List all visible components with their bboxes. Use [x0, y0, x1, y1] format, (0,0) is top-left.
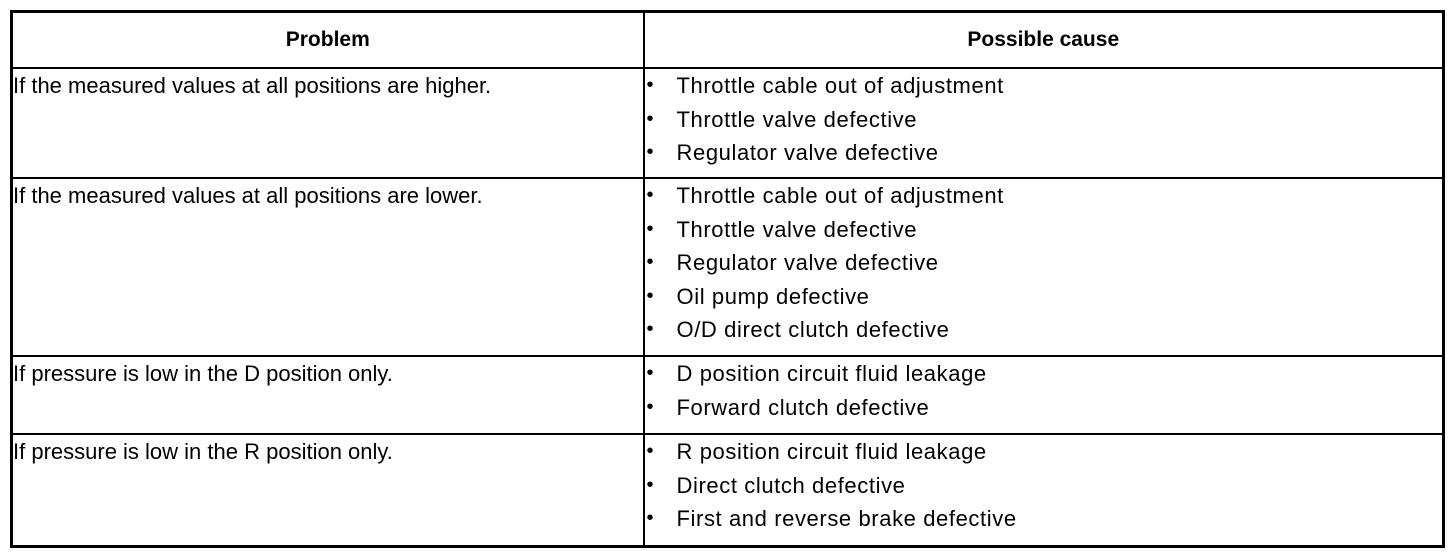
cause-text: Regulator valve defective [676, 250, 939, 275]
bullet-icon: • [646, 284, 655, 307]
cause-list [645, 435, 1443, 536]
problem-cell: If the measured values at all positions are lower. [12, 178, 644, 356]
bullet-icon: • [646, 362, 655, 384]
cause-cell [644, 356, 1444, 434]
cause-text: R position circuit fluid leakage [676, 439, 987, 464]
header-row [12, 12, 1444, 69]
list-item [645, 136, 1443, 170]
list-item [645, 391, 1443, 425]
list-item [645, 502, 1443, 536]
table-row [12, 434, 1444, 547]
cause-text: Throttle cable out of adjustment [676, 183, 1004, 208]
list-item [645, 179, 1443, 213]
cause-list [645, 179, 1443, 347]
cause-cell [644, 178, 1444, 356]
cause-text: Throttle valve defective [676, 216, 918, 242]
list-item [645, 280, 1443, 314]
bullet-icon: • [646, 107, 655, 130]
cause-text: Throttle valve defective [676, 106, 918, 132]
bullet-icon: • [646, 507, 655, 529]
cause-text: First and reverse brake defective [676, 506, 1017, 531]
cause-cell [644, 434, 1444, 547]
bullet-icon: • [646, 217, 655, 240]
list-item [645, 103, 1443, 137]
cause-text: Throttle cable out of adjustment [676, 73, 1004, 98]
table-row [12, 356, 1444, 434]
table-row [12, 178, 1444, 356]
cause-text: Regulator valve defective [676, 140, 939, 165]
bullet-icon: • [646, 251, 655, 273]
bullet-icon: • [646, 184, 655, 206]
bullet-icon: • [646, 318, 655, 340]
cause-list [645, 69, 1443, 170]
cause-text: Forward clutch defective [676, 394, 930, 420]
list-item [645, 69, 1443, 103]
list-item [645, 435, 1443, 469]
bullet-icon: • [646, 141, 655, 163]
cause-cell [644, 68, 1444, 178]
cause-text: Direct clutch defective [676, 472, 906, 498]
list-item [645, 469, 1443, 503]
problem-cell: If pressure is low in the R position only. [12, 434, 644, 547]
problem-cell: If pressure is low in the D position only. [12, 356, 644, 434]
problem-cell: If the measured values at all positions are higher. [12, 68, 644, 178]
cause-text: O/D direct clutch defective [676, 317, 950, 342]
cause-column-header: Possible cause [644, 12, 1444, 69]
problem-column-header: Problem [12, 12, 644, 69]
cause-text: D position circuit fluid leakage [676, 361, 987, 386]
cause-text: Oil pump defective [676, 283, 870, 309]
bullet-icon: • [646, 473, 655, 496]
bullet-icon: • [646, 395, 655, 418]
table-row [12, 68, 1444, 178]
list-item [645, 213, 1443, 247]
list-item [645, 357, 1443, 391]
troubleshooting-table [10, 10, 1445, 548]
bullet-icon: • [646, 74, 655, 96]
list-item [645, 246, 1443, 280]
bullet-icon: • [646, 440, 655, 462]
list-item [645, 313, 1443, 347]
cause-list [645, 357, 1443, 424]
